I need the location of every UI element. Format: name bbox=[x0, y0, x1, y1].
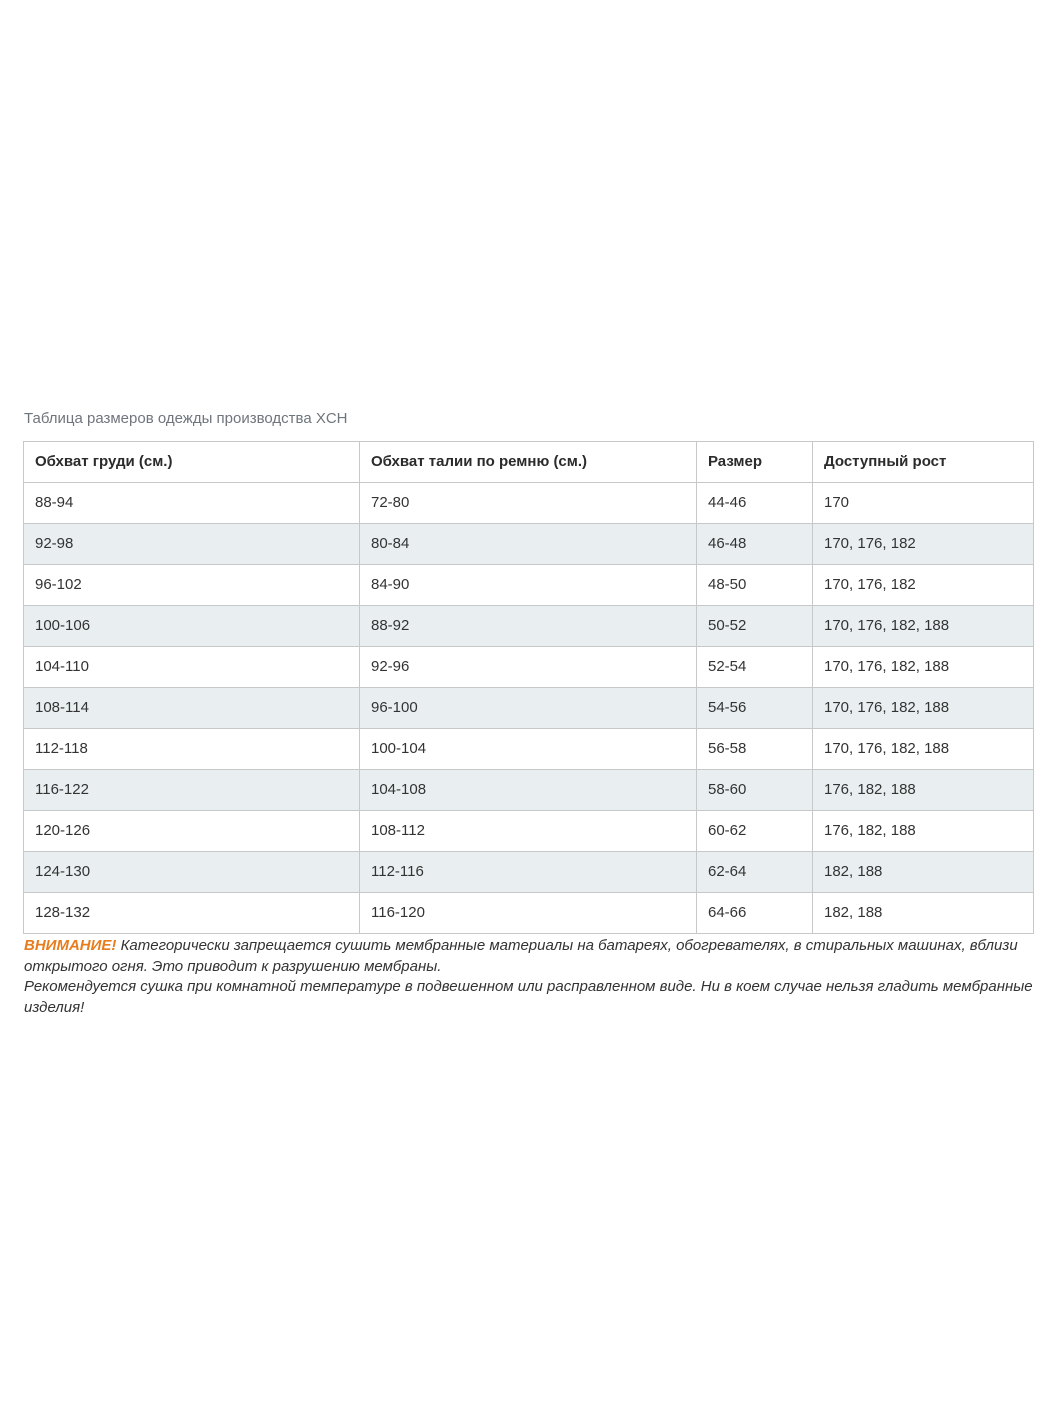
care-notice bbox=[24, 936, 1034, 1018]
table-caption: Таблица размеров одежды производства XCH bbox=[24, 410, 348, 427]
table-row bbox=[24, 647, 1034, 688]
cell-chest: 92-98 bbox=[24, 524, 360, 565]
cell-waist: 112-116 bbox=[360, 852, 697, 893]
cell-waist: 96-100 bbox=[360, 688, 697, 729]
cell-chest: 120-126 bbox=[24, 811, 360, 852]
cell-height: 170 bbox=[813, 483, 1034, 524]
cell-size: 64-66 bbox=[697, 893, 813, 934]
cell-chest: 96-102 bbox=[24, 565, 360, 606]
cell-height: 176, 182, 188 bbox=[813, 770, 1034, 811]
cell-waist: 108-112 bbox=[360, 811, 697, 852]
table-row bbox=[24, 688, 1034, 729]
table-row bbox=[24, 524, 1034, 565]
cell-height: 176, 182, 188 bbox=[813, 811, 1034, 852]
cell-size: 46-48 bbox=[697, 524, 813, 565]
table-row bbox=[24, 852, 1034, 893]
cell-height: 182, 188 bbox=[813, 852, 1034, 893]
cell-size: 56-58 bbox=[697, 729, 813, 770]
cell-waist: 100-104 bbox=[360, 729, 697, 770]
notice-paragraph-2: Рекомендуется сушка при комнатной температуре в подвешенном или расправленном виде. Ни в коем случае нельзя гладить мембранные изделия! bbox=[24, 978, 1033, 1016]
cell-size: 62-64 bbox=[697, 852, 813, 893]
size-table bbox=[23, 441, 1034, 934]
cell-size: 58-60 bbox=[697, 770, 813, 811]
header-chest: Обхват груди (см.) bbox=[24, 442, 360, 483]
cell-chest: 128-132 bbox=[24, 893, 360, 934]
cell-size: 54-56 bbox=[697, 688, 813, 729]
cell-waist: 116-120 bbox=[360, 893, 697, 934]
notice-text-1: Категорически запрещается сушить мембранные материалы на батареях, обогревателях, в стиральных машинах, вблизи открытого огня. Это приводит к разрушению мембраны. bbox=[24, 937, 1018, 975]
cell-waist: 80-84 bbox=[360, 524, 697, 565]
cell-waist: 104-108 bbox=[360, 770, 697, 811]
table-row bbox=[24, 565, 1034, 606]
header-size: Размер bbox=[697, 442, 813, 483]
cell-height: 170, 176, 182 bbox=[813, 565, 1034, 606]
cell-height: 170, 176, 182, 188 bbox=[813, 647, 1034, 688]
cell-height: 170, 176, 182, 188 bbox=[813, 606, 1034, 647]
header-waist: Обхват талии по ремню (см.) bbox=[360, 442, 697, 483]
table-row bbox=[24, 770, 1034, 811]
cell-size: 48-50 bbox=[697, 565, 813, 606]
header-height: Доступный рост bbox=[813, 442, 1034, 483]
cell-size: 44-46 bbox=[697, 483, 813, 524]
cell-chest: 100-106 bbox=[24, 606, 360, 647]
cell-height: 182, 188 bbox=[813, 893, 1034, 934]
cell-height: 170, 176, 182, 188 bbox=[813, 688, 1034, 729]
cell-chest: 88-94 bbox=[24, 483, 360, 524]
cell-waist: 72-80 bbox=[360, 483, 697, 524]
table-row bbox=[24, 606, 1034, 647]
cell-waist: 92-96 bbox=[360, 647, 697, 688]
table-row bbox=[24, 893, 1034, 934]
notice-paragraph-1 bbox=[24, 936, 1034, 977]
cell-chest: 104-110 bbox=[24, 647, 360, 688]
cell-chest: 112-118 bbox=[24, 729, 360, 770]
cell-size: 60-62 bbox=[697, 811, 813, 852]
table-row bbox=[24, 811, 1034, 852]
cell-size: 50-52 bbox=[697, 606, 813, 647]
cell-waist: 88-92 bbox=[360, 606, 697, 647]
table-header-row bbox=[24, 442, 1034, 483]
cell-waist: 84-90 bbox=[360, 565, 697, 606]
cell-size: 52-54 bbox=[697, 647, 813, 688]
cell-chest: 124-130 bbox=[24, 852, 360, 893]
cell-chest: 116-122 bbox=[24, 770, 360, 811]
table-row bbox=[24, 729, 1034, 770]
warning-label: ВНИМАНИЕ! bbox=[24, 937, 117, 954]
cell-height: 170, 176, 182, 188 bbox=[813, 729, 1034, 770]
table-row bbox=[24, 483, 1034, 524]
cell-chest: 108-114 bbox=[24, 688, 360, 729]
cell-height: 170, 176, 182 bbox=[813, 524, 1034, 565]
